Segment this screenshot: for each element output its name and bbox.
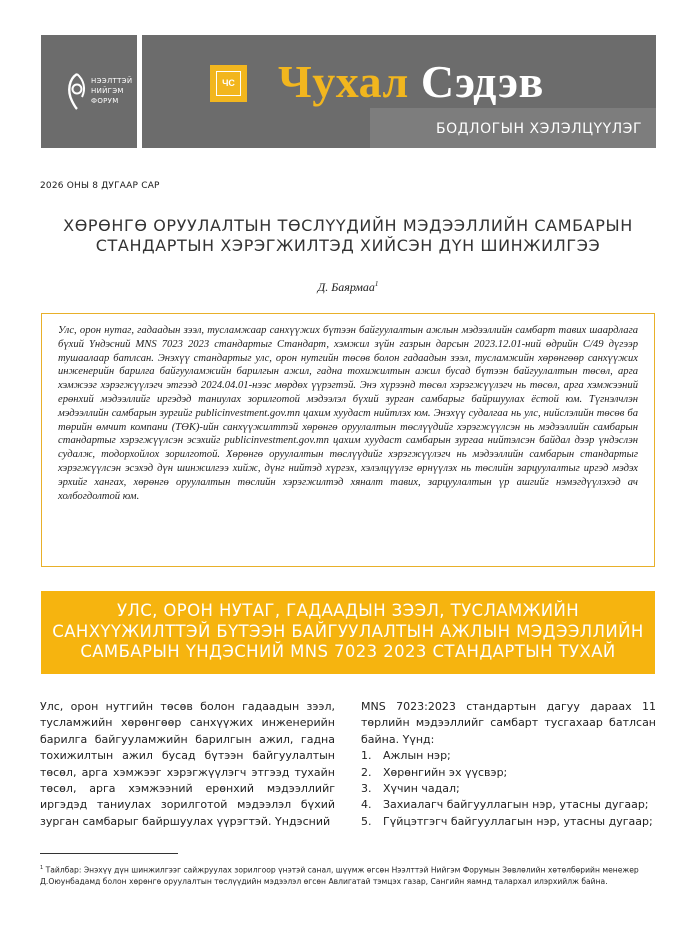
series-title-word2: Сэдэв (420, 56, 544, 107)
list-text: Хөрөнгийн эх үүсвэр; (383, 765, 508, 779)
list-number: 2. (361, 765, 372, 779)
section-heading-line: САНХҮҮЖИЛТТЭЙ БҮТЭЭН БАЙГУУЛАЛТЫН АЖЛЫН МЭДЭЭЛЛИЙН (52, 621, 644, 641)
logo-line: НИЙГЭМ (91, 87, 124, 95)
footnote-divider (40, 853, 178, 854)
info-list (361, 748, 656, 830)
list-number: 5. (361, 814, 372, 828)
body-column-left (40, 699, 335, 830)
list-item (361, 797, 656, 813)
series-title-word1: Чухал (278, 56, 409, 107)
author (40, 280, 656, 295)
footnote-mark: 1 (40, 865, 44, 871)
list-number: 3. (361, 782, 372, 796)
abstract-box (41, 313, 655, 567)
section-heading-line: САМБАРЫН ҮНДЭСНИЙ MNS 7023 2023 СТАНДАРТЫН ТУХАЙ (80, 642, 616, 661)
body-paragraph: Улс, орон нутгийн төсөв болон гадаадын зээл, тусламжийн хөрөнгөөр санхүүжих инженерийн барилга байгууламжийн барилгын ажил, гадна тохижилтын ажил бусад бүтээн байгуулалтын төсөл, арга хэмжээг хэрэгжүүлэгч этгээд тухайн төсөл, арга хэмжээний ерөнхий мэдээллийг иргэдэд таниулах зорилготой мэдээлэл бүхий зурган самбарыг байршуулах үүрэгтэй. Үндэсний (40, 700, 335, 828)
logo-line: НЭЭЛТТЭЙ (91, 77, 133, 85)
list-item (361, 781, 656, 797)
section-heading-box (41, 591, 655, 674)
list-item (361, 814, 656, 830)
logo-panel (41, 35, 137, 148)
series-badge (210, 65, 247, 102)
series-title (278, 57, 544, 107)
footnote (40, 863, 656, 887)
publication-date: 2026 ОНЫ 8 ДУГААР САР (40, 181, 160, 191)
section-heading-line: УЛС, ОРОН НУТАГ, ГАДААДЫН ЗЭЭЛ, ТУСЛАМЖИЙН (116, 601, 580, 620)
abstract-text: Улс, орон нутаг, гадаадын зээл, тусламжаар санхүүжих бүтээн байгуулалтын ажлын мэдээллийн самбарт тавих шаардлага бүхий Үндэсний MNS 7023 2023 стандартыг Стандарт, хэмжил зүйн газрын дарсын 2023.12.01-ний өдрийн С/49 дүгээр тушаалаар батлсан. Энэхүү стандартыг улс, орон нутгийн төсөв болон гадаадын зээл, тусламжийн хөрөнгөөр санхүүжих инженерийн барилга байгууламжийн барилгын ажил, гадна тохижилтын ажил бусад бүтээн байгуулалтын төсөл, арга хэмжээг хэрэгжүүлэгч этгээд 2024.04.01-нээс мөрдөх үүрэгтэй. Энэ хүрээнд төсөл хэрэгжүүлэгч нь төсөл, арга хэмжээний ерөнхий мэдээллийг иргэдэд таниулах зорилготой мэдээлэл бүхий зурган самбарыг байршуулах ёстой юм. Түгнэлчлэн мэдээллийн самбарын зургийг publicinvestment.gov.mn цахим хуудаст нийтлэх юм. Энэхүү судалгаа нь улс, нийслэлийн төсөв ба төрийн өмчит компани (ТӨК)-ийн санхүүжилттэй хөрөнгө оруулалтын төслүүдийг хэрэгжүүлсэн нь мэдээллийн самбарын стандартыг хэрэгжүүлсэн эсэхийг publicinvestment.gov.mn цахим хуудаст самбарын зургаа нийтэлсэн байдал дээр үндэслэн судалж, тодорхойлох зорилготой. Хөрөнгө оруулалтын төслүүдийг хэрэгжүүлэгч нь мэдээллийн самбарын стандартыг хэрэгжүүлсэн эсэхэд дүн шинжилгээ хийж, дүнг нийтэд хүргэх, хэлэлцүүлэг өрнүүлэх нь төслийн зарцуулалтыг иргэд мэдэх эрхийг хангах, хөрөнгө оруулалтын төслийн хэрэгжилтэд хяналт тавих, зарцуулалтын үр ашгийг нэмэгдүүлэхэд ач холбогдолтой юм. (58, 325, 638, 502)
series-subtitle: БОДЛОГЫН ХЭЛЭЛЦҮҮЛЭГ (436, 121, 642, 137)
footnote-text: Тайлбар: Энэхүү дүн шинжилгээг сайжруулах зорилгоор үнэтэй санал, шүүмж өгсөн Нээлттэй Нийгэм Форумын Зөвлөлийн хөтөлбөрийн менежер Д.Оюунбадамд болон хөрөнгө оруулалтын төслүүдийн мэдээлэл өгсөн Авлигатай тэмцэх газар, Сангийн яамнд талархал илэрхийлж байна. (40, 865, 639, 886)
body-paragraph: MNS 7023:2023 стандартын дагуу дараах 11 төрлийн мэдээллийг самбарт тусгахаар батлсан байна. Үүнд: (361, 700, 656, 746)
logo-line: ФОРУМ (91, 97, 119, 105)
list-number: 4. (361, 798, 372, 812)
list-text: Ажлын нэр; (383, 749, 451, 763)
list-text: Захиалагч байгууллагын нэр, утасны дугаар; (383, 798, 649, 812)
list-number: 1. (361, 749, 372, 763)
list-item (361, 765, 656, 781)
badge-label: ЧС (222, 78, 235, 88)
list-text: Хүчин чадал; (383, 782, 460, 796)
author-name: Д. Баярмаа (317, 280, 375, 294)
title-line: ХӨРӨНГӨ ОРУУЛАЛТЫН ТӨСЛҮҮДИЙН МЭДЭЭЛЛИЙН САМБАРЫН (63, 216, 633, 235)
list-text: Гүйцэтгэгч байгууллагын нэр, утасны дугаар; (383, 814, 653, 828)
title-line: СТАНДАРТЫН ХЭРЭГЖИЛТЭД ХИЙСЭН ДҮН ШИНЖИЛГЭЭ (95, 236, 601, 255)
subtitle-bar (370, 108, 656, 148)
list-item (361, 748, 656, 764)
section-heading (41, 601, 655, 663)
publication-banner (142, 35, 656, 148)
document-title (40, 216, 656, 256)
logo-text (91, 76, 132, 106)
body-column-right (361, 699, 656, 830)
open-society-forum-logo-icon (64, 71, 90, 111)
footnote-ref: 1 (374, 280, 379, 288)
